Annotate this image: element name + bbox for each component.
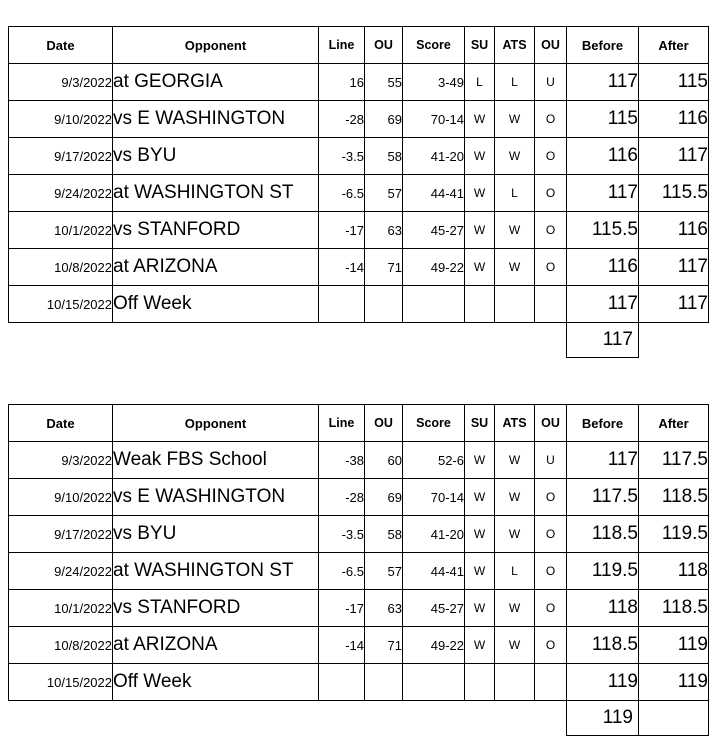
cell-before: 117 <box>567 175 639 212</box>
cell-su: W <box>465 138 495 175</box>
cell-ou-result: O <box>535 138 567 175</box>
table-footer-row <box>9 323 709 358</box>
cell-ats: L <box>495 175 535 212</box>
cell-before: 119 <box>567 664 639 701</box>
cell-opponent: Weak FBS School <box>113 442 319 479</box>
cell-line: -17 <box>319 590 365 627</box>
cell-su: W <box>465 249 495 286</box>
column-header-ou-total: OU <box>365 27 403 64</box>
column-header-ats: ATS <box>495 405 535 442</box>
cell-ou-total: 71 <box>365 627 403 664</box>
table-row <box>9 442 709 479</box>
cell-date: 10/8/2022 <box>9 627 113 664</box>
cell-date: 9/10/2022 <box>9 101 113 138</box>
column-header-after: After <box>639 27 709 64</box>
cell-ats: W <box>495 627 535 664</box>
cell-ou-total <box>365 286 403 323</box>
footer-blank-ats <box>495 701 535 736</box>
cell-ou-result <box>535 664 567 701</box>
schedule-table-hypothetical <box>8 404 709 736</box>
cell-ou-result <box>535 286 567 323</box>
cell-before: 117 <box>567 442 639 479</box>
cell-ou-result: O <box>535 627 567 664</box>
cell-date: 9/10/2022 <box>9 479 113 516</box>
cell-ats <box>495 286 535 323</box>
cell-line <box>319 664 365 701</box>
column-header-before: Before <box>567 27 639 64</box>
table-header-row <box>9 27 709 64</box>
cell-line: -38 <box>319 442 365 479</box>
footer-blank-ou-result <box>535 323 567 358</box>
cell-su: W <box>465 479 495 516</box>
footer-blank-score <box>403 701 465 736</box>
cell-after: 118.5 <box>639 479 709 516</box>
table-footer-row <box>9 701 709 736</box>
cell-ou-total: 71 <box>365 249 403 286</box>
cell-opponent: at GEORGIA <box>113 64 319 101</box>
cell-ou-total: 55 <box>365 64 403 101</box>
cell-ats: L <box>495 553 535 590</box>
schedule-table-actual-wrapper <box>8 26 708 358</box>
cell-before: 118.5 <box>567 516 639 553</box>
cell-before: 116 <box>567 138 639 175</box>
cell-date: 9/17/2022 <box>9 516 113 553</box>
cell-before: 117.5 <box>567 479 639 516</box>
schedule-table-actual <box>8 26 709 358</box>
cell-after: 118 <box>639 553 709 590</box>
column-header-ou-total: OU <box>365 405 403 442</box>
cell-opponent: vs E WASHINGTON <box>113 479 319 516</box>
cell-date: 9/17/2022 <box>9 138 113 175</box>
cell-opponent: vs BYU <box>113 516 319 553</box>
cell-su: W <box>465 442 495 479</box>
cell-opponent: at ARIZONA <box>113 627 319 664</box>
column-header-date: Date <box>9 27 113 64</box>
column-header-ou-result: OU <box>535 405 567 442</box>
footer-blank-after <box>639 701 709 736</box>
footer-blank-ou-total <box>365 323 403 358</box>
cell-before: 117 <box>567 64 639 101</box>
cell-date: 9/3/2022 <box>9 64 113 101</box>
table-row <box>9 664 709 701</box>
footer-blank-date <box>9 323 113 358</box>
column-header-opponent: Opponent <box>113 405 319 442</box>
footer-blank-line <box>319 701 365 736</box>
cell-su: W <box>465 590 495 627</box>
cell-before: 117 <box>567 286 639 323</box>
cell-opponent: Off Week <box>113 286 319 323</box>
cell-ou-total: 58 <box>365 138 403 175</box>
cell-score: 44-41 <box>403 553 465 590</box>
table-row <box>9 64 709 101</box>
cell-ou-total: 69 <box>365 101 403 138</box>
cell-score: 41-20 <box>403 138 465 175</box>
cell-ats: W <box>495 590 535 627</box>
footer-blank-ou-total <box>365 701 403 736</box>
cell-opponent: vs STANFORD <box>113 590 319 627</box>
cell-opponent: at ARIZONA <box>113 249 319 286</box>
table-row <box>9 590 709 627</box>
column-header-opponent: Opponent <box>113 27 319 64</box>
cell-date: 10/8/2022 <box>9 249 113 286</box>
column-header-ats: ATS <box>495 27 535 64</box>
cell-su <box>465 664 495 701</box>
cell-date: 10/15/2022 <box>9 664 113 701</box>
cell-su: W <box>465 553 495 590</box>
cell-su <box>465 286 495 323</box>
footer-blank-opponent <box>113 701 319 736</box>
cell-ou-result: U <box>535 64 567 101</box>
footer-blank-su <box>465 701 495 736</box>
cell-score: 52-6 <box>403 442 465 479</box>
cell-ou-result: O <box>535 212 567 249</box>
cell-ou-result: O <box>535 101 567 138</box>
cell-ats: W <box>495 442 535 479</box>
cell-score <box>403 664 465 701</box>
column-header-su: SU <box>465 405 495 442</box>
cell-after: 116 <box>639 101 709 138</box>
cell-score: 44-41 <box>403 175 465 212</box>
table-header-row <box>9 405 709 442</box>
cell-line: -6.5 <box>319 175 365 212</box>
footer-blank-opponent <box>113 323 319 358</box>
cell-after: 119 <box>639 664 709 701</box>
cell-score: 41-20 <box>403 516 465 553</box>
cell-line: -28 <box>319 479 365 516</box>
cell-ats: W <box>495 479 535 516</box>
cell-su: W <box>465 101 495 138</box>
table-row <box>9 249 709 286</box>
footer-blank-score <box>403 323 465 358</box>
footer-final-rating: 117 <box>567 323 639 358</box>
column-header-after: After <box>639 405 709 442</box>
table-row <box>9 138 709 175</box>
cell-su: W <box>465 175 495 212</box>
table-row <box>9 101 709 138</box>
cell-before: 116 <box>567 249 639 286</box>
footer-blank-ou-result <box>535 701 567 736</box>
footer-blank-after <box>639 323 709 358</box>
cell-before: 118.5 <box>567 627 639 664</box>
cell-su: W <box>465 212 495 249</box>
cell-ats: W <box>495 516 535 553</box>
cell-ou-result: O <box>535 590 567 627</box>
cell-ats: W <box>495 101 535 138</box>
cell-line <box>319 286 365 323</box>
footer-blank-ats <box>495 323 535 358</box>
column-header-ou-result: OU <box>535 27 567 64</box>
cell-ou-result: O <box>535 479 567 516</box>
cell-su: W <box>465 516 495 553</box>
cell-opponent: at WASHINGTON ST <box>113 175 319 212</box>
table-row <box>9 553 709 590</box>
cell-before: 115.5 <box>567 212 639 249</box>
cell-ats: W <box>495 249 535 286</box>
cell-score: 45-27 <box>403 590 465 627</box>
cell-line: 16 <box>319 64 365 101</box>
cell-ou-total: 57 <box>365 175 403 212</box>
cell-after: 119 <box>639 627 709 664</box>
cell-after: 115.5 <box>639 175 709 212</box>
column-header-su: SU <box>465 27 495 64</box>
cell-opponent: Off Week <box>113 664 319 701</box>
cell-score: 49-22 <box>403 249 465 286</box>
cell-after: 119.5 <box>639 516 709 553</box>
cell-line: -17 <box>319 212 365 249</box>
cell-after: 115 <box>639 64 709 101</box>
cell-before: 115 <box>567 101 639 138</box>
cell-date: 10/1/2022 <box>9 212 113 249</box>
cell-ou-total: 58 <box>365 516 403 553</box>
cell-opponent: vs STANFORD <box>113 212 319 249</box>
cell-score: 70-14 <box>403 101 465 138</box>
cell-su: W <box>465 627 495 664</box>
cell-line: -14 <box>319 249 365 286</box>
cell-date: 9/24/2022 <box>9 553 113 590</box>
cell-opponent: vs E WASHINGTON <box>113 101 319 138</box>
cell-opponent: at WASHINGTON ST <box>113 553 319 590</box>
cell-before: 118 <box>567 590 639 627</box>
cell-line: -3.5 <box>319 138 365 175</box>
column-header-score: Score <box>403 27 465 64</box>
cell-opponent: vs BYU <box>113 138 319 175</box>
cell-after: 117 <box>639 286 709 323</box>
table-row <box>9 479 709 516</box>
column-header-date: Date <box>9 405 113 442</box>
footer-blank-date <box>9 701 113 736</box>
cell-date: 9/3/2022 <box>9 442 113 479</box>
cell-ats: L <box>495 64 535 101</box>
cell-date: 9/24/2022 <box>9 175 113 212</box>
cell-ats: W <box>495 138 535 175</box>
cell-score: 45-27 <box>403 212 465 249</box>
cell-after: 117 <box>639 249 709 286</box>
cell-after: 117.5 <box>639 442 709 479</box>
cell-ou-result: O <box>535 249 567 286</box>
cell-ats: W <box>495 212 535 249</box>
column-header-score: Score <box>403 405 465 442</box>
table-row <box>9 627 709 664</box>
cell-before: 119.5 <box>567 553 639 590</box>
cell-after: 116 <box>639 212 709 249</box>
table-row <box>9 175 709 212</box>
cell-ou-total: 63 <box>365 212 403 249</box>
table-row <box>9 516 709 553</box>
column-header-before: Before <box>567 405 639 442</box>
cell-date: 10/15/2022 <box>9 286 113 323</box>
cell-line: -3.5 <box>319 516 365 553</box>
cell-su: L <box>465 64 495 101</box>
cell-score: 70-14 <box>403 479 465 516</box>
cell-line: -28 <box>319 101 365 138</box>
cell-date: 10/1/2022 <box>9 590 113 627</box>
cell-score <box>403 286 465 323</box>
column-header-line: Line <box>319 27 365 64</box>
cell-ou-result: O <box>535 553 567 590</box>
table-row <box>9 286 709 323</box>
cell-ou-total: 57 <box>365 553 403 590</box>
schedule-table-hypothetical-wrapper <box>8 404 708 736</box>
cell-line: -6.5 <box>319 553 365 590</box>
column-header-line: Line <box>319 405 365 442</box>
cell-line: -14 <box>319 627 365 664</box>
cell-score: 3-49 <box>403 64 465 101</box>
cell-ou-total: 69 <box>365 479 403 516</box>
footer-blank-su <box>465 323 495 358</box>
cell-ou-total: 63 <box>365 590 403 627</box>
cell-ou-total: 60 <box>365 442 403 479</box>
cell-ats <box>495 664 535 701</box>
cell-ou-result: O <box>535 175 567 212</box>
cell-after: 117 <box>639 138 709 175</box>
table-row <box>9 212 709 249</box>
footer-final-rating: 119 <box>567 701 639 736</box>
cell-after: 118.5 <box>639 590 709 627</box>
cell-ou-total <box>365 664 403 701</box>
cell-ou-result: O <box>535 516 567 553</box>
cell-ou-result: U <box>535 442 567 479</box>
footer-blank-line <box>319 323 365 358</box>
cell-score: 49-22 <box>403 627 465 664</box>
